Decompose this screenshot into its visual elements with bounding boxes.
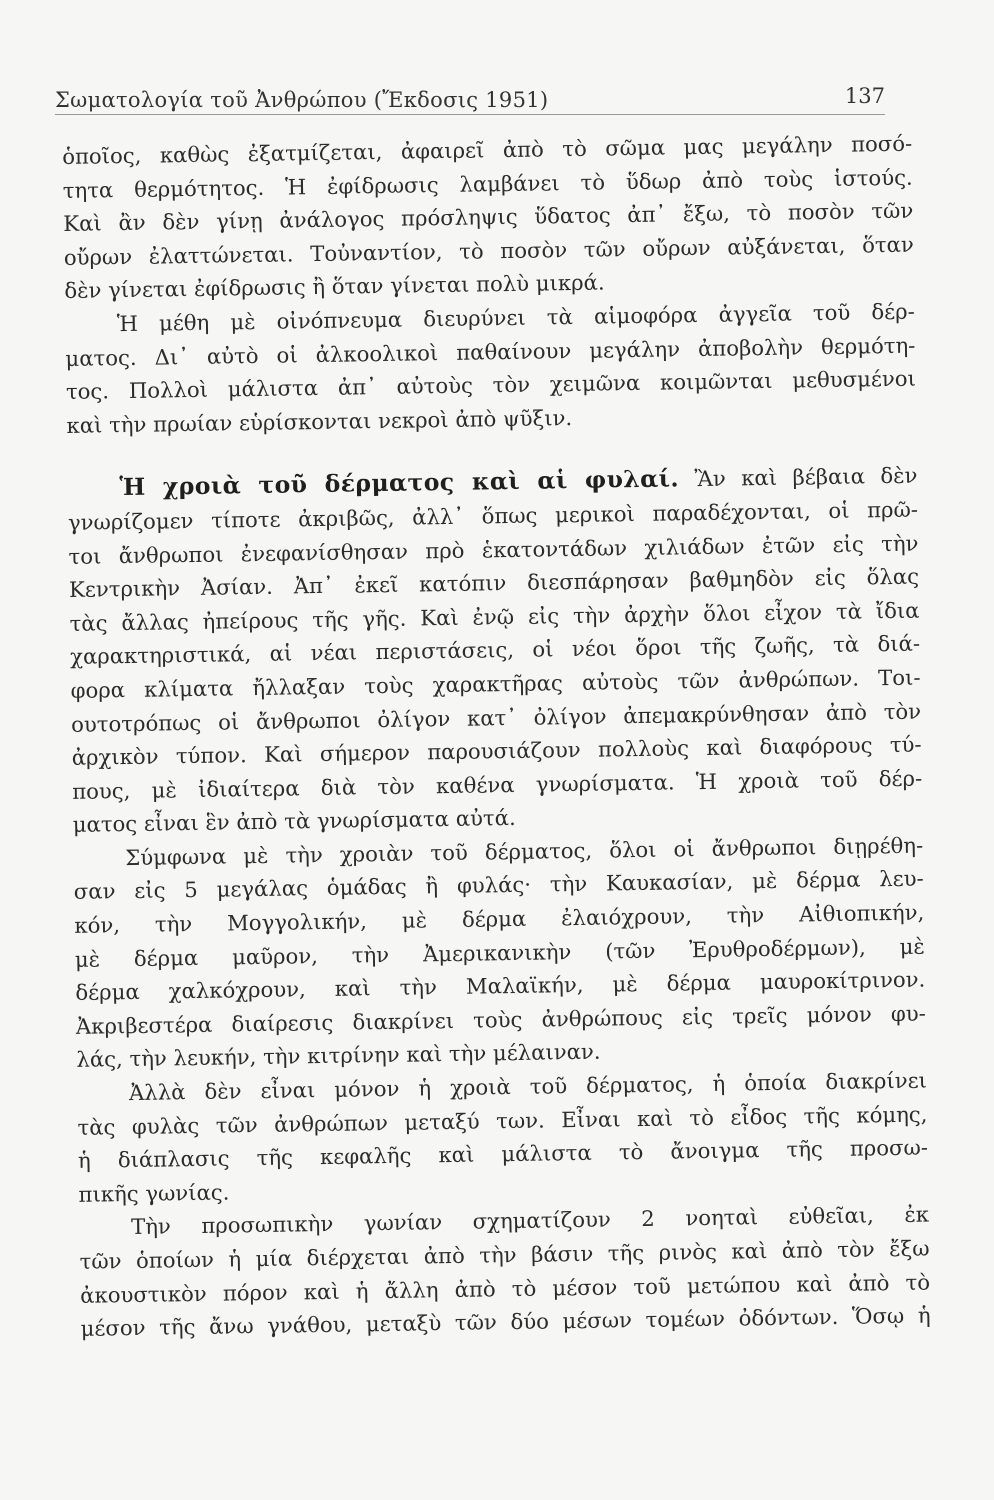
text-line: γνωρίζομεν τίποτε ἀκριβῶς, ἀλλ᾽ ὅπως μερικοὶ παραδέχονται, οἱ πρῶ- xyxy=(67,496,919,535)
text-line: Ἀλλὰ δὲν εἶναι μόνον ἡ χροιὰ τοῦ δέρματος, ἡ ὁποία διακρίνει xyxy=(128,1067,928,1106)
text-line: Ἀκριβεστέρα διαίρεσις διακρίνει τοὺς ἀνθρώπους εἰς τρεῖς μόνον φυ- xyxy=(75,1000,927,1039)
text-line: οὔρων ἐλαττώνεται. Τοὐναντίον, τὸ ποσὸν τῶν οὔρων αὐξάνεται, ὅταν xyxy=(63,231,914,270)
text-line: ὁποῖος, καθὼς ἐξατμίζεται, ἀφαιρεῖ ἀπὸ τὸ σῶμα μας μεγάλην ποσό- xyxy=(62,130,913,169)
header-rule xyxy=(55,114,885,115)
text-line: Καὶ ἂν δὲν γίνῃ ἀνάλογος πρόσληψις ὕδατος ἀπ᾽ ἔξω, τὸ ποσὸν τῶν xyxy=(63,197,914,237)
page-body xyxy=(62,127,931,1346)
running-title: Σωματολογία τοῦ Ἀνθρώπου (Ἔκδοσις 1951) xyxy=(55,88,549,112)
text-line: λάς, τὴν λευκήν, τὴν κιτρίνην καὶ τὴν μέλαιναν. xyxy=(76,1039,601,1073)
section-heading: Ἡ χροιὰ τοῦ δέρματος καὶ αἱ φυλαί. xyxy=(119,464,680,502)
text-line: ουτοτρόπως οἱ ἄνθρωποι ὀλίγον κατ᾽ ὀλίγον ἀπεμακρύνθησαν ἀπὸ τὸν xyxy=(70,698,922,737)
text-line: πους, μὲ ἰδιαίτερα διὰ τὸν καθένα γνωρίσματα. Ἡ χροιὰ τοῦ δέρ- xyxy=(72,765,923,804)
text-line: χαρακτηριστικά, αἱ νέαι περιστάσεις, οἱ νέοι ὅροι τῆς ζωῆς, τὰ διά- xyxy=(69,630,921,670)
text-line: τητα θερμότητος. Ἡ ἐφίδρωσις λαμβάνει τὸ ὕδωρ ἀπὸ τοὺς ἱστούς. xyxy=(62,164,913,203)
text-line: πικῆς γωνίας. xyxy=(78,1179,230,1207)
text-line: Σύμφωνα μὲ τὴν χροιὰν τοῦ δέρματος, ὅλοι οἱ ἄνθρωποι διῃρέθη- xyxy=(125,832,924,870)
text-line: τοι ἄνθρωποι ἐνεφανίσθησαν πρὸ ἑκατοντάδων χιλιάδων ἐτῶν εἰς τὴν xyxy=(68,530,919,569)
text-line: ἡ διάπλασις τῆς κεφαλῆς καὶ μάλιστα τὸ ἄνοιγμα τῆς προσω- xyxy=(77,1134,929,1174)
text-line: τὰς φυλὰς τῶν ἀνθρώπων μεταξύ των. Εἶναι καὶ τὸ εἶδος τῆς κόμης, xyxy=(77,1101,928,1140)
text-line: δὲν γίνεται ἐφίδρωσις ἢ ὅταν γίνεται πολὺ μικρά. xyxy=(64,269,605,304)
section-first-line-text: Ἂν καὶ βέβαια δὲν xyxy=(678,462,918,492)
text-line: κόν, τὴν Μογγολικήν, μὲ δέρμα ἐλαιόχρουν, τὴν Αἰθιοπικήν, xyxy=(74,899,925,938)
text-line: μέσον τῆς ἄνω γνάθου, μεταξὺ τῶν δύο μέσων τομέων ὀδόντων. Ὅσῳ ἡ xyxy=(80,1302,931,1342)
text-line: τος. Πολλοὶ μάλιστα ἀπ᾽ αὐτοὺς τὸν χειμῶνα κοιμῶνται μεθυσμένοι xyxy=(65,365,917,405)
text-line: τῶν ὁποίων ἡ μία διέρχεται ἀπὸ τὴν βάσιν τῆς ρινὸς καὶ ἀπὸ τὸν ἔξω xyxy=(79,1235,930,1274)
text-line: ἀκουστικὸν πόρον καὶ ἡ ἄλλη ἀπὸ τὸ μέσον τοῦ μετώπου καὶ ἀπὸ τὸ xyxy=(79,1269,931,1308)
text-line: μὲ δέρμα μαῦρον, τὴν Ἀμερικανικὴν (τῶν Ἐρυθροδέρμων), μὲ xyxy=(74,933,925,972)
text-line: Τὴν προσωπικὴν γωνίαν σχηματίζουν 2 νοηταὶ εὐθεῖαι, ἐκ xyxy=(130,1201,930,1240)
text-line: ματος εἶναι ἓν ἀπὸ τὰ γνωρίσματα αὐτά. xyxy=(72,805,516,838)
text-line: δέρμα χαλκόχρουν, καὶ τὴν Μαλαϊκήν, μὲ δέρμα μαυροκίτρινον. xyxy=(75,966,926,1006)
text-line: Ἡ μέθη μὲ οἰνόπνευμα διευρύνει τὰ αἱμοφόρα ἀγγεῖα τοῦ δέρ- xyxy=(116,298,915,337)
page-number: 137 xyxy=(844,84,885,108)
text-line: τὰς ἄλλας ἠπείρους τῆς γῆς. Καὶ ἐνῷ εἰς τὴν ἀρχὴν ὅλοι εἶχον τὰ ἴδια xyxy=(69,597,920,636)
text-line: σαν εἰς 5 μεγάλας ὁμάδας ἢ φυλάς· τὴν Καυκασίαν, μὲ δέρμα λευ- xyxy=(73,866,924,905)
page-header xyxy=(55,84,895,116)
text-line: καὶ τὴν πρωίαν εὑρίσκονται νεκροὶ ἀπὸ ψῦξιν. xyxy=(66,404,573,438)
text-line: φορα κλίματα ἤλλαξαν τοὺς χαρακτῆρας αὐτοὺς τῶν ἀνθρώπων. Τοι- xyxy=(70,664,921,703)
text-line: ἀρχικὸν τύπον. Καὶ σήμερον παρουσιάζουν πολλοὺς καὶ διαφόρους τύ- xyxy=(71,731,922,771)
text-line: Κεντρικὴν Ἀσίαν. Ἀπ᾽ ἐκεῖ κατόπιν διεσπάρησαν βαθμηδὸν εἰς ὅλας xyxy=(68,563,920,603)
text-line: ματος. Δι᾽ αὐτὸ οἱ ἀλκοολικοὶ παθαίνουν μεγάλην ἀποβολὴν θερμότη- xyxy=(65,332,916,371)
